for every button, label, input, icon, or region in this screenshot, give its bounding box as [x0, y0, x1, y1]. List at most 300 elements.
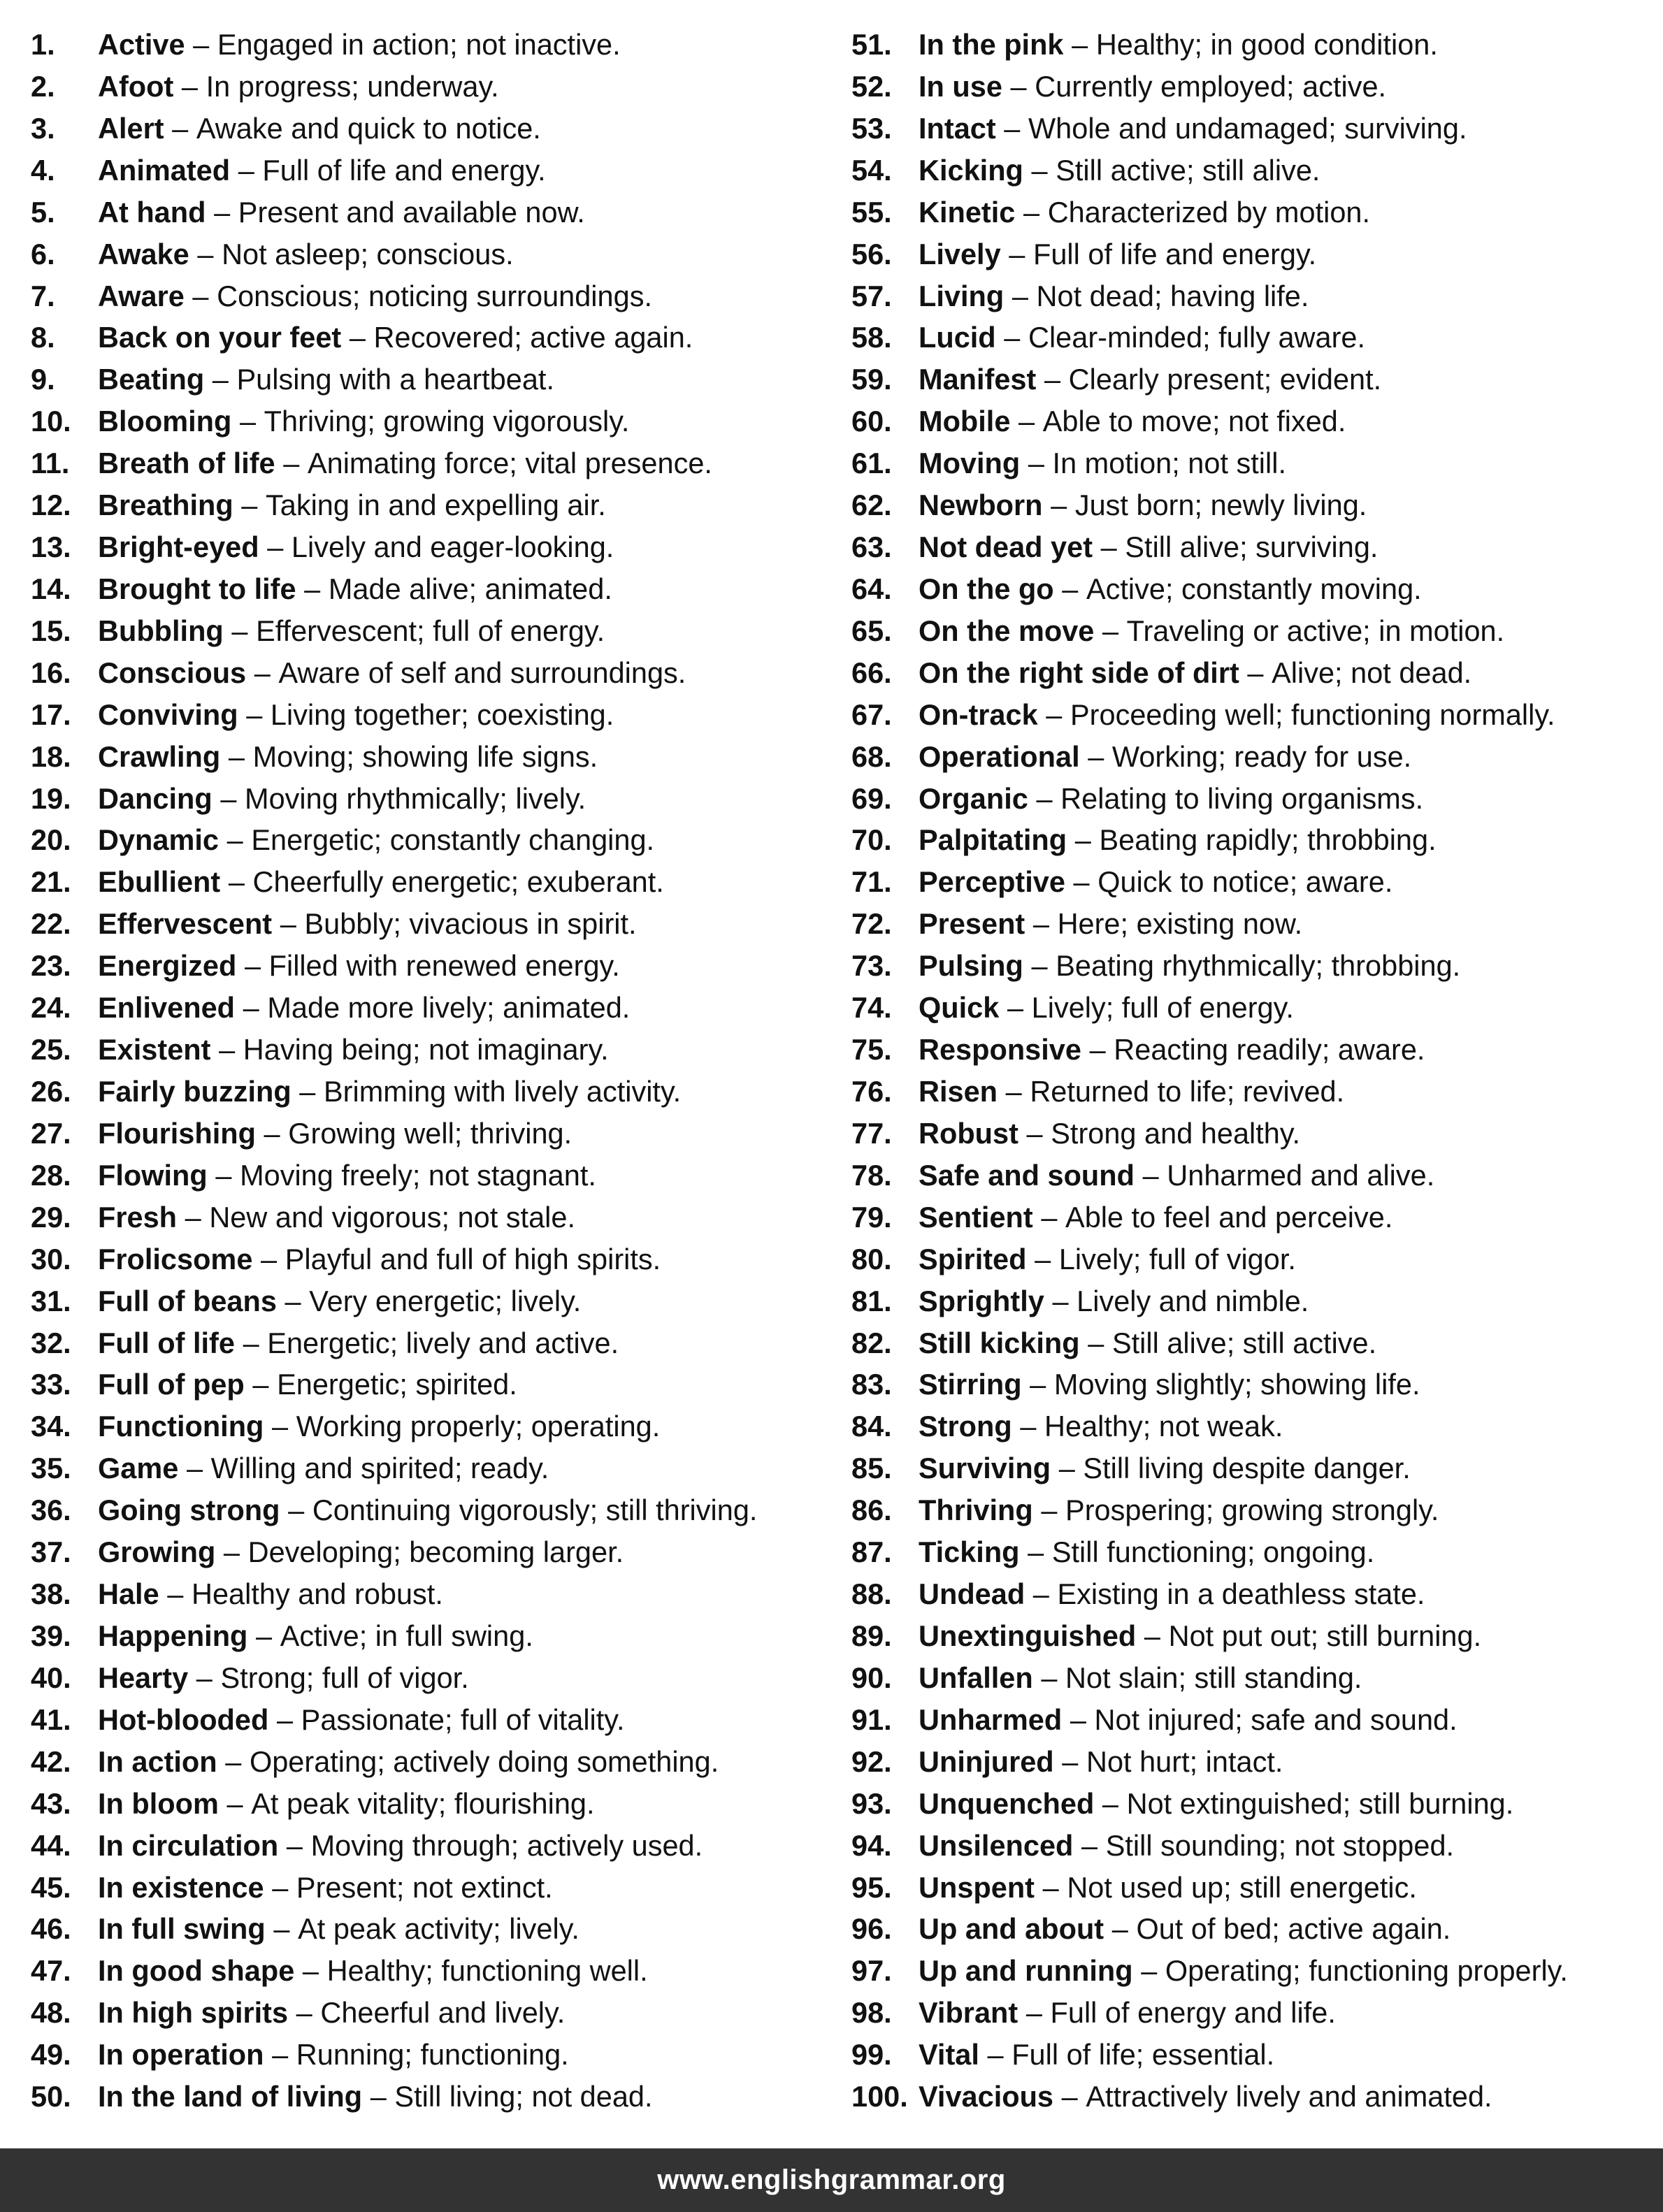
item-number: 1. — [31, 27, 55, 61]
item-dash: – — [193, 27, 210, 61]
list-item — [31, 1155, 835, 1197]
item-term: In good shape — [98, 1954, 295, 1988]
item-term: Kinetic — [919, 195, 1016, 229]
list-item — [31, 150, 835, 191]
item-number: 26. — [31, 1075, 71, 1108]
item-number: 88. — [851, 1577, 892, 1611]
item-dash: – — [299, 1075, 316, 1108]
item-number: 36. — [31, 1494, 71, 1527]
item-definition: Full of life and energy. — [1032, 237, 1317, 270]
item-definition: Energetic; constantly changing. — [251, 823, 655, 857]
item-number: 44. — [31, 1828, 71, 1862]
item-dash: – — [172, 111, 189, 145]
item-term: Bright-eyed — [98, 530, 259, 564]
list-item — [851, 1615, 1655, 1657]
item-definition: Relating to living organisms. — [1060, 781, 1424, 815]
item-definition: Still alive; still active. — [1111, 1326, 1377, 1359]
item-definition: Thriving; growing vigorously. — [264, 405, 630, 438]
item-term: Unfallen — [919, 1661, 1033, 1694]
item-dash: – — [181, 69, 199, 103]
item-number: 94. — [851, 1828, 892, 1862]
item-number: 32. — [31, 1326, 71, 1359]
item-number: 47. — [31, 1954, 71, 1988]
item-term: Up and running — [919, 1954, 1133, 1988]
item-dash: – — [1031, 153, 1048, 187]
list-item — [31, 1783, 835, 1825]
item-term: Present — [919, 907, 1025, 941]
item-number: 29. — [31, 1200, 71, 1234]
item-number: 76. — [851, 1075, 892, 1108]
list-item — [851, 1950, 1655, 1992]
item-number: 21. — [31, 865, 71, 899]
item-definition: Not injured; safe and sound. — [1094, 1703, 1457, 1736]
item-definition: Clearly present; evident. — [1068, 363, 1382, 396]
item-number: 77. — [851, 1116, 892, 1150]
item-term: Flowing — [98, 1158, 208, 1192]
item-definition: Active; in full swing. — [280, 1619, 533, 1652]
list-item — [31, 484, 835, 526]
item-number: 48. — [31, 1996, 71, 2030]
item-term: Fresh — [98, 1200, 178, 1234]
item-dash: – — [186, 1452, 203, 1485]
item-term: Thriving — [919, 1494, 1033, 1527]
item-dash: – — [1046, 697, 1063, 731]
item-dash: – — [272, 2038, 289, 2072]
item-dash: – — [1141, 1954, 1158, 1988]
list-item — [851, 945, 1655, 987]
item-number: 43. — [31, 1786, 71, 1820]
item-number: 2. — [31, 69, 55, 103]
list-item — [851, 442, 1655, 484]
item-definition: Cheerfully energetic; exuberant. — [252, 865, 664, 899]
item-dash: – — [1044, 363, 1061, 396]
item-dash: – — [370, 2080, 387, 2113]
item-definition: Beating rhythmically; throbbing. — [1056, 949, 1461, 983]
item-term: Back on your feet — [98, 321, 342, 354]
item-dash: – — [1102, 1786, 1119, 1820]
item-number: 33. — [31, 1368, 71, 1401]
item-term: Lively — [919, 237, 1001, 270]
item-dash: – — [1052, 1284, 1069, 1317]
item-term: Flourishing — [98, 1116, 256, 1150]
item-number: 25. — [31, 1033, 71, 1067]
item-definition: At peak activity; lively. — [298, 1912, 579, 1946]
item-definition: Healthy; not weak. — [1044, 1410, 1283, 1443]
list-item — [851, 1825, 1655, 1867]
item-term: Up and about — [919, 1912, 1104, 1946]
item-definition: Brimming with lively activity. — [324, 1075, 682, 1108]
list-item — [31, 652, 835, 694]
item-term: Newborn — [919, 489, 1043, 522]
list-item — [851, 1447, 1655, 1489]
item-dash: – — [1041, 1200, 1058, 1234]
list-item — [851, 400, 1655, 442]
list-item — [851, 1029, 1655, 1071]
item-number: 62. — [851, 489, 892, 522]
item-term: At hand — [98, 195, 206, 229]
item-dash: – — [197, 237, 214, 270]
item-dash: – — [1023, 195, 1040, 229]
item-term: Surviving — [919, 1452, 1051, 1485]
item-definition: Made alive; animated. — [328, 572, 612, 605]
item-number: 82. — [851, 1326, 892, 1359]
list-item — [851, 694, 1655, 736]
item-definition: Healthy; in good condition. — [1095, 27, 1438, 61]
item-number: 83. — [851, 1368, 892, 1401]
item-number: 17. — [31, 697, 71, 731]
item-term: Frolicsome — [98, 1242, 253, 1275]
list-item — [31, 191, 835, 233]
item-number: 11. — [31, 447, 70, 480]
item-dash: – — [304, 572, 321, 605]
list-item — [851, 275, 1655, 317]
list-item — [31, 108, 835, 150]
item-definition: Not put out; still burning. — [1168, 1619, 1482, 1652]
list-item — [31, 1825, 835, 1867]
item-dash: – — [212, 363, 229, 396]
item-dash: – — [302, 1954, 319, 1988]
item-definition: Operating; actively doing something. — [249, 1744, 719, 1778]
item-dash: – — [1144, 1619, 1160, 1652]
item-term: Brought to life — [98, 572, 296, 605]
item-dash: – — [1142, 1158, 1159, 1192]
list-item — [31, 359, 835, 400]
item-term: Full of beans — [98, 1284, 277, 1317]
item-term: In full swing — [98, 1912, 266, 1946]
item-number: 91. — [851, 1703, 892, 1736]
item-dash: – — [238, 153, 254, 187]
list-item — [31, 1280, 835, 1322]
list-item — [31, 1238, 835, 1280]
item-number: 80. — [851, 1242, 892, 1275]
list-item — [31, 1741, 835, 1783]
footer-website-link[interactable]: www.englishgrammar.org — [657, 2164, 1006, 2195]
item-dash: – — [1005, 1075, 1022, 1108]
item-dash: – — [243, 991, 259, 1025]
item-definition: Still functioning; ongoing. — [1051, 1535, 1375, 1569]
list-item — [851, 1280, 1655, 1322]
item-dash: – — [1031, 949, 1048, 983]
item-definition: Able to move; not fixed. — [1042, 405, 1346, 438]
item-term: Full of life — [98, 1326, 235, 1359]
item-definition: Strong and healthy. — [1051, 1116, 1301, 1150]
item-dash: – — [1035, 1242, 1051, 1275]
item-definition: Full of life; essential. — [1012, 2038, 1275, 2072]
item-term: Manifest — [919, 363, 1037, 396]
item-dash: – — [273, 1912, 290, 1946]
item-dash: – — [272, 1410, 289, 1443]
item-number: 75. — [851, 1033, 892, 1067]
list-item — [31, 1489, 835, 1531]
item-term: Ebullient — [98, 865, 221, 899]
item-number: 92. — [851, 1744, 892, 1778]
item-number: 40. — [31, 1661, 71, 1694]
item-definition: Moving slightly; showing life. — [1053, 1368, 1420, 1401]
item-definition: Awake and quick to notice. — [196, 111, 541, 145]
item-dash: – — [241, 489, 258, 522]
item-term: Unextinguished — [919, 1619, 1137, 1652]
item-number: 90. — [851, 1661, 892, 1694]
item-dash: – — [280, 907, 296, 941]
item-term: Risen — [919, 1075, 998, 1108]
list-item — [851, 359, 1655, 400]
item-dash: – — [272, 1870, 289, 1904]
item-dash: – — [1010, 69, 1027, 103]
item-number: 28. — [31, 1158, 71, 1192]
item-number: 53. — [851, 111, 892, 145]
item-definition: Currently employed; active. — [1035, 69, 1387, 103]
item-number: 55. — [851, 195, 892, 229]
item-definition: Strong; full of vigor. — [220, 1661, 469, 1694]
item-number: 96. — [851, 1912, 892, 1946]
item-term: Lucid — [919, 321, 996, 354]
item-term: Hearty — [98, 1661, 189, 1694]
item-term: Still kicking — [919, 1326, 1080, 1359]
item-definition: New and vigorous; not stale. — [209, 1200, 575, 1234]
item-dash: – — [225, 1744, 242, 1778]
item-number: 70. — [851, 823, 892, 857]
item-dash: – — [1041, 1661, 1058, 1694]
item-dash: – — [252, 1368, 269, 1401]
item-term: Vivacious — [919, 2080, 1054, 2113]
item-term: Unharmed — [919, 1703, 1063, 1736]
item-dash: – — [1089, 1033, 1106, 1067]
item-number: 18. — [31, 739, 71, 773]
item-number: 5. — [31, 195, 55, 229]
item-number: 7. — [31, 279, 55, 312]
item-dash: – — [226, 823, 243, 857]
list-item — [31, 2076, 835, 2118]
list-item — [31, 820, 835, 862]
item-term: Existent — [98, 1033, 211, 1067]
item-dash: – — [1058, 1452, 1075, 1485]
item-number: 85. — [851, 1452, 892, 1485]
item-definition: Cheerful and lively. — [320, 1996, 566, 2030]
list-item — [31, 1950, 835, 1992]
item-number: 65. — [851, 614, 892, 647]
item-term: Beating — [98, 363, 205, 396]
item-dash: – — [239, 405, 257, 438]
item-number: 23. — [31, 949, 71, 983]
list-item — [851, 150, 1655, 191]
item-term: In circulation — [98, 1828, 279, 1862]
item-number: 60. — [851, 405, 892, 438]
item-definition: In motion; not still. — [1052, 447, 1286, 480]
list-item — [31, 987, 835, 1029]
item-number: 59. — [851, 363, 892, 396]
item-term: Pulsing — [919, 949, 1023, 983]
item-number: 49. — [31, 2038, 71, 2072]
item-definition: Moving; showing life signs. — [252, 739, 598, 773]
item-number: 34. — [31, 1410, 71, 1443]
item-dash: – — [231, 614, 248, 647]
item-term: Unspent — [919, 1870, 1035, 1904]
list-item — [851, 2034, 1655, 2076]
list-item — [851, 1908, 1655, 1950]
item-dash: – — [276, 1703, 294, 1736]
item-number: 86. — [851, 1494, 892, 1527]
list-item — [31, 1531, 835, 1573]
item-definition: Active; constantly moving. — [1086, 572, 1422, 605]
item-definition: Lively and nimble. — [1077, 1284, 1309, 1317]
item-definition: Healthy; functioning well. — [326, 1954, 648, 1988]
item-dash: – — [167, 1577, 184, 1611]
item-number: 100. — [851, 2080, 908, 2113]
item-definition: Full of life and energy. — [262, 153, 546, 187]
item-number: 22. — [31, 907, 71, 941]
item-dash: – — [1062, 1744, 1079, 1778]
list-item — [851, 191, 1655, 233]
item-term: On the move — [919, 614, 1095, 647]
item-number: 64. — [851, 572, 892, 605]
item-number: 54. — [851, 153, 892, 187]
item-dash: – — [254, 656, 271, 689]
item-term: Blooming — [98, 405, 232, 438]
item-term: On the right side of dirt — [919, 656, 1239, 689]
item-term: Functioning — [98, 1410, 264, 1443]
item-term: Palpitating — [919, 823, 1067, 857]
item-definition: Existing in a deathless state. — [1057, 1577, 1425, 1611]
item-number: 15. — [31, 614, 71, 647]
item-number: 14. — [31, 572, 71, 605]
item-number: 8. — [31, 321, 55, 354]
item-definition: Developing; becoming larger. — [247, 1535, 624, 1569]
list-item — [851, 1867, 1655, 1909]
item-dash: – — [192, 279, 209, 312]
list-item — [31, 66, 835, 108]
item-definition: Animating force; vital presence. — [307, 447, 712, 480]
item-dash: – — [349, 321, 366, 354]
item-number: 56. — [851, 237, 892, 270]
list-item — [31, 317, 835, 359]
item-definition: Lively; full of energy. — [1031, 991, 1294, 1025]
item-term: Mobile — [919, 405, 1011, 438]
item-number: 46. — [31, 1912, 71, 1946]
item-term: Alert — [98, 111, 164, 145]
list-item — [851, 820, 1655, 862]
list-item — [851, 233, 1655, 275]
item-term: Dancing — [98, 781, 213, 815]
item-definition: Playful and full of high spirits. — [285, 1242, 661, 1275]
item-number: 93. — [851, 1786, 892, 1820]
item-number: 12. — [31, 489, 71, 522]
list-item — [851, 1322, 1655, 1364]
item-definition: Present and available now. — [238, 195, 585, 229]
item-term: Safe and sound — [919, 1158, 1135, 1192]
list-item — [851, 1657, 1655, 1699]
list-item — [851, 317, 1655, 359]
item-number: 45. — [31, 1870, 71, 1904]
list-item — [851, 2076, 1655, 2118]
item-number: 42. — [31, 1744, 71, 1778]
item-term: Breath of life — [98, 447, 275, 480]
item-term: Full of pep — [98, 1368, 245, 1401]
item-number: 74. — [851, 991, 892, 1025]
item-definition: Reacting readily; aware. — [1114, 1033, 1425, 1067]
item-definition: Not hurt; intact. — [1086, 1744, 1283, 1778]
item-term: Crawling — [98, 739, 221, 773]
item-number: 89. — [851, 1619, 892, 1652]
item-term: Dynamic — [98, 823, 219, 857]
item-number: 67. — [851, 697, 892, 731]
item-definition: Proceeding well; functioning normally. — [1070, 697, 1555, 731]
item-number: 99. — [851, 2038, 892, 2072]
item-dash: – — [196, 1661, 213, 1694]
item-number: 58. — [851, 321, 892, 354]
item-term: Afoot — [98, 69, 174, 103]
item-dash: – — [214, 195, 231, 229]
list-item — [851, 568, 1655, 610]
list-item — [851, 108, 1655, 150]
list-item — [851, 1155, 1655, 1197]
item-definition: Not asleep; conscious. — [222, 237, 514, 270]
item-dash: – — [1028, 1535, 1044, 1569]
item-number: 66. — [851, 656, 892, 689]
item-definition: Engaged in action; not inactive. — [217, 27, 621, 61]
item-term: In high spirits — [98, 1996, 289, 2030]
list-item — [31, 275, 835, 317]
list-item — [31, 400, 835, 442]
item-dash: – — [1111, 1912, 1128, 1946]
item-number: 27. — [31, 1116, 71, 1150]
item-definition: Operating; functioning properly. — [1165, 1954, 1568, 1988]
item-dash: – — [1012, 279, 1028, 312]
item-dash: – — [1020, 1410, 1037, 1443]
item-dash: – — [1032, 907, 1049, 941]
item-dash: – — [1004, 111, 1021, 145]
item-dash: – — [261, 1242, 278, 1275]
footer-bar — [0, 2148, 1663, 2212]
item-definition: Healthy and robust. — [191, 1577, 443, 1611]
list-item — [31, 442, 835, 484]
list-item — [31, 1699, 835, 1741]
item-dash: – — [1102, 614, 1119, 647]
item-definition: Quick to notice; aware. — [1097, 865, 1393, 899]
item-definition: Characterized by motion. — [1047, 195, 1371, 229]
item-number: 63. — [851, 530, 892, 564]
item-number: 39. — [31, 1619, 71, 1652]
item-definition: Willing and spirited; ready. — [210, 1452, 549, 1485]
list-item — [31, 1867, 835, 1909]
item-number: 6. — [31, 237, 55, 270]
item-definition: Still sounding; not stopped. — [1105, 1828, 1455, 1862]
item-definition: Very energetic; lively. — [309, 1284, 582, 1317]
item-dash: – — [223, 1535, 240, 1569]
item-definition: Pulsing with a heartbeat. — [236, 363, 554, 396]
item-term: Unsilenced — [919, 1828, 1074, 1862]
item-number: 3. — [31, 111, 55, 145]
list-item — [31, 1071, 835, 1113]
item-dash: – — [1032, 1577, 1049, 1611]
item-number: 10. — [31, 405, 71, 438]
list-item — [31, 1113, 835, 1155]
item-dash: – — [1026, 1116, 1043, 1150]
item-definition: Present; not extinct. — [296, 1870, 553, 1904]
item-dash: – — [267, 530, 284, 564]
list-item — [31, 526, 835, 568]
item-definition: Out of bed; active again. — [1136, 1912, 1451, 1946]
item-term: Responsive — [919, 1033, 1081, 1067]
item-dash: – — [1042, 1870, 1059, 1904]
list-item — [31, 736, 835, 778]
item-definition: Aware of self and surroundings. — [278, 656, 686, 689]
item-definition: Not dead; having life. — [1036, 279, 1309, 312]
item-definition: Not extinguished; still burning. — [1126, 1786, 1514, 1820]
item-definition: Able to feel and perceive. — [1065, 1200, 1393, 1234]
item-term: Conviving — [98, 697, 238, 731]
item-term: Moving — [919, 447, 1021, 480]
item-number: 51. — [851, 27, 892, 61]
